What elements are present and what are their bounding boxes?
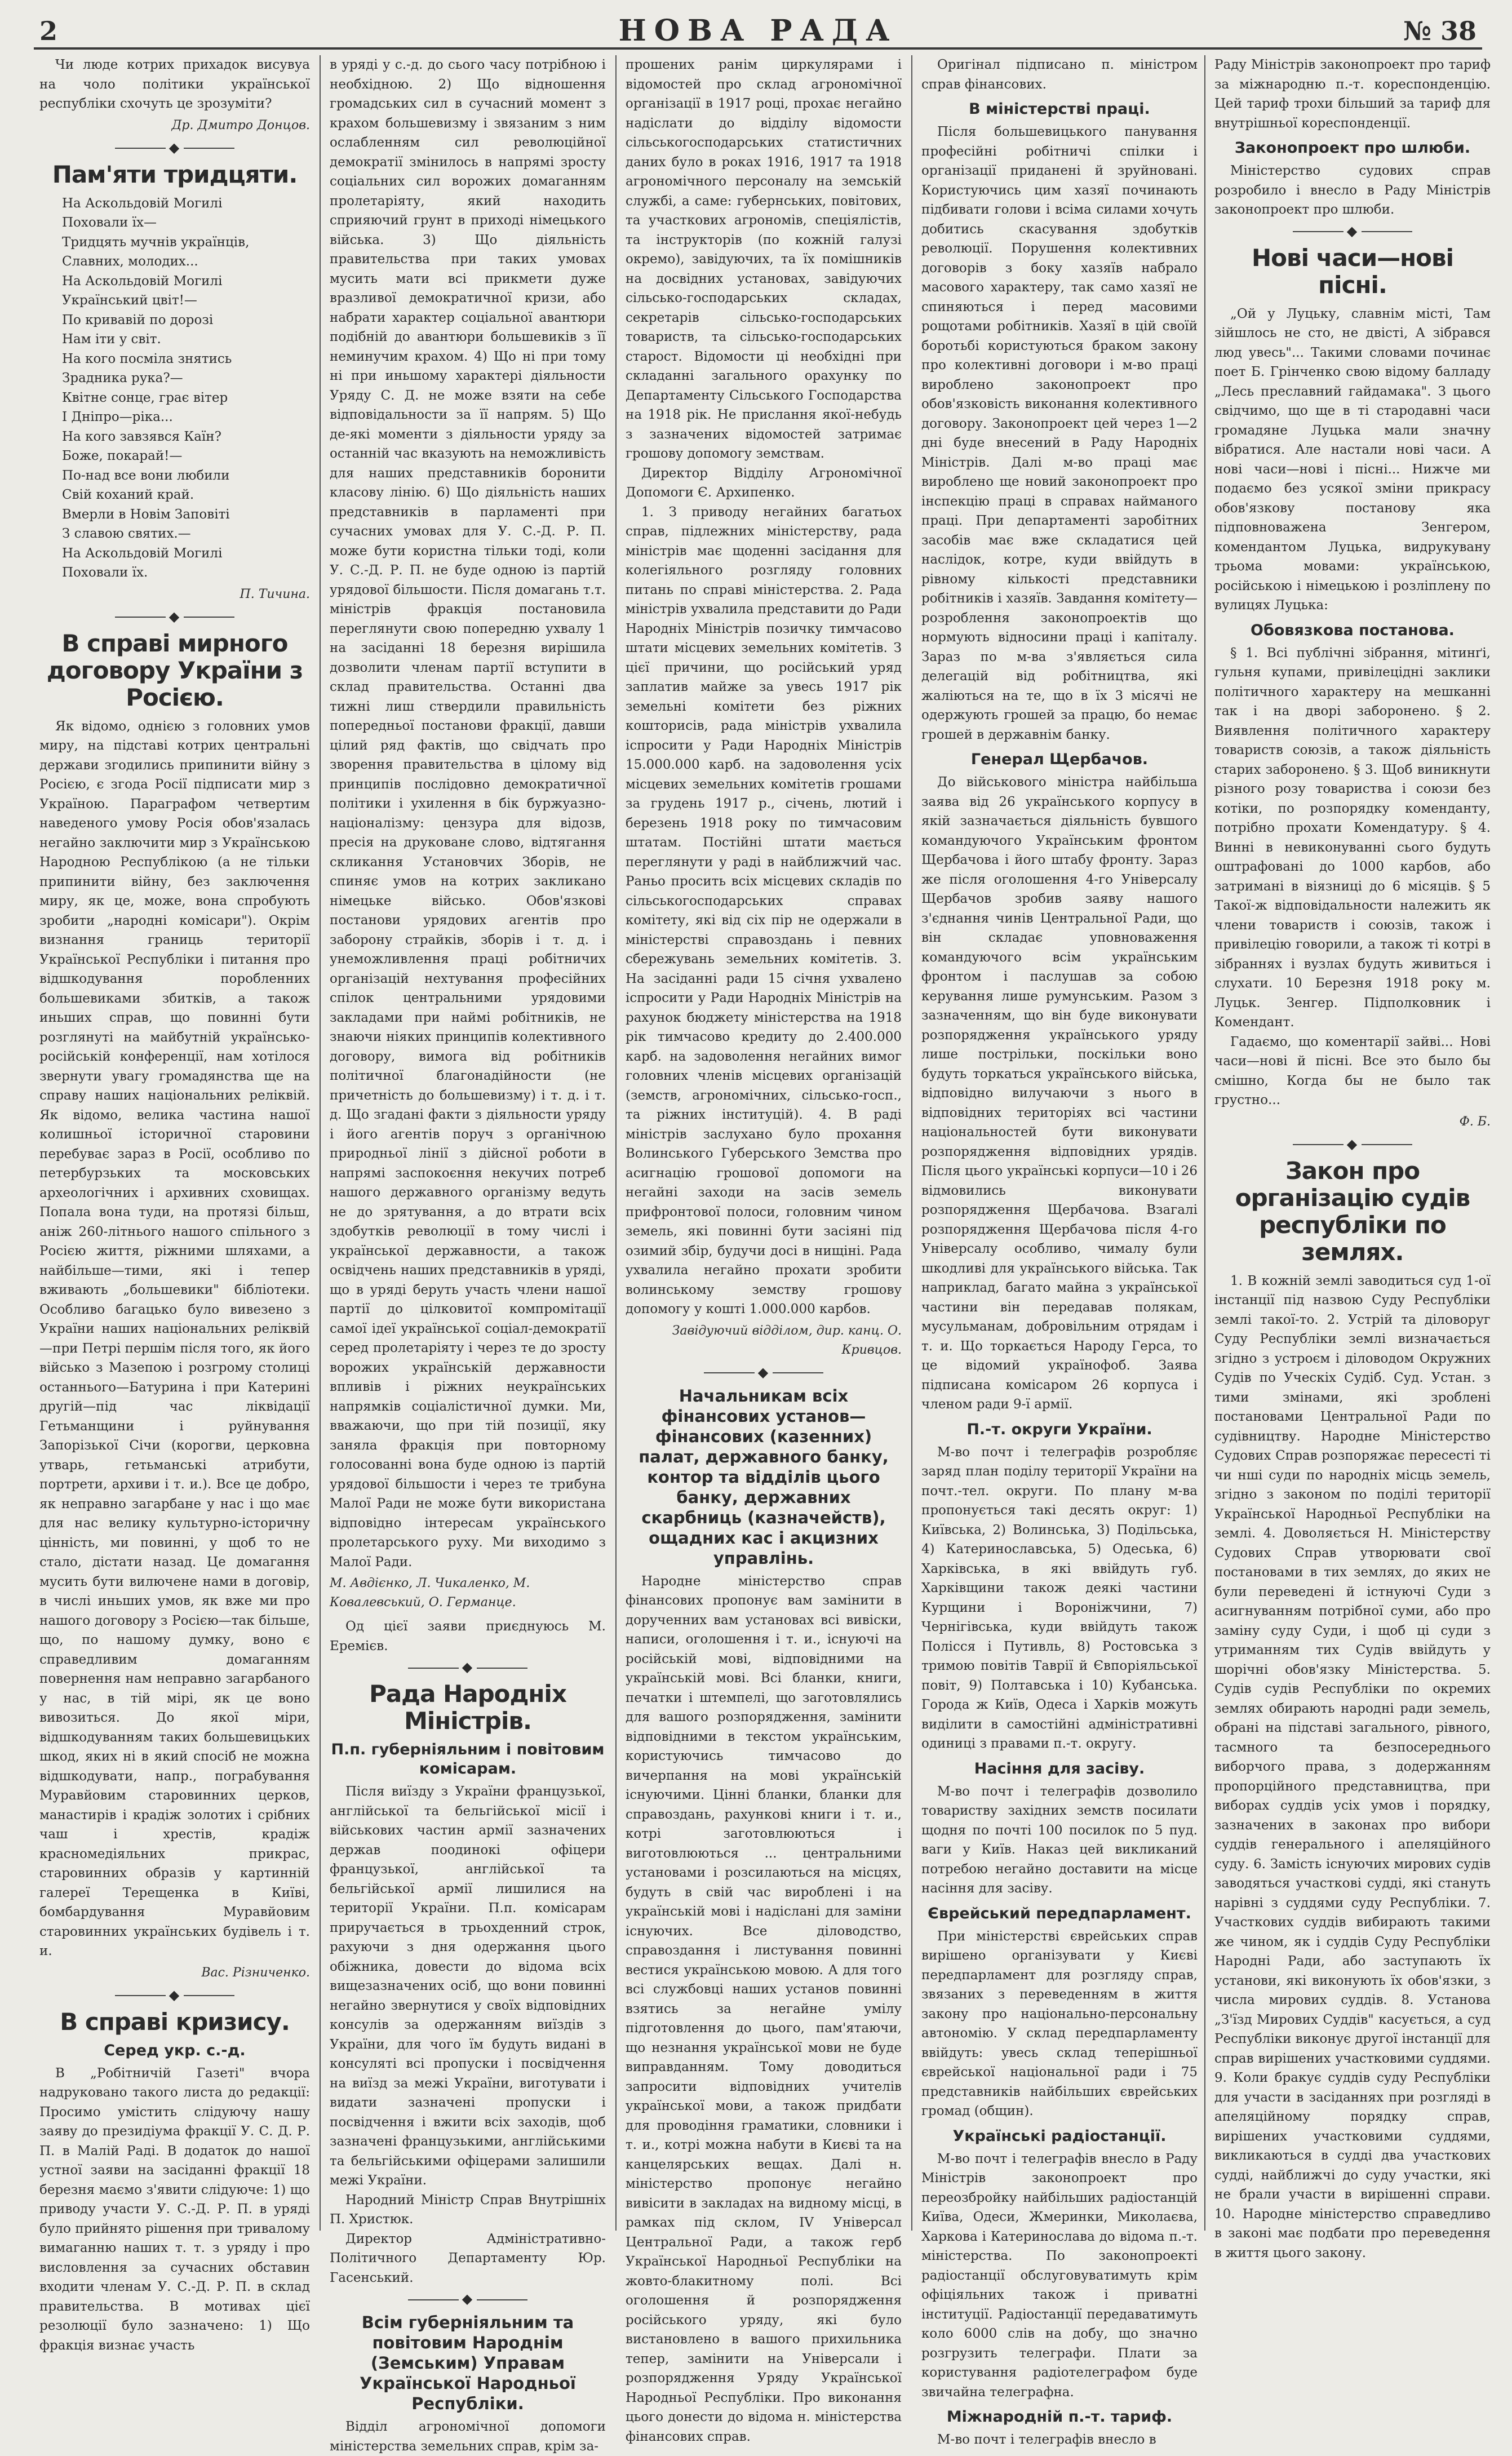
ornament-divider: ◆	[330, 1659, 606, 1675]
article-headline: Генерал Щербачов.	[970, 751, 1149, 768]
article-text: прошених ранім циркулярами і відомостей про склад агрономічної організації в 1917 році, прохає негайно надіслати до відділу відомости сільськогосподарських статистичних даних було в роках 1916, 1917 та 1918 агрономічного персоналу на земській службі, а саме: губернських, повітових, та участкових агрономів, спеціялістів, та інструкторів (по кожній галузі окремо), завідуючих, та їх помішників на досвідних установах, завідуючих сільсько-господарських складах, секретарів сільсько-господарських товариств, та сільсько-господарських старост. Відомости ці необхідні при складанні загального орахунку по Департаменту Сільського Господарства на 1918 рік. Не прислання якої-небудь з зазначених відомостей затримає грошову допомогу земствам.	[626, 57, 902, 461]
article-headline: Єврейський передпарламент.	[928, 1904, 1191, 1922]
article-text: 1. В кожній землі заводиться суд 1-ої інстанції під назвою Суду Республіки землі такої-то. 2. Устрій та діловоруг Суду Республіки землі визначається згідно з устроєм і діловодом Окружних Судів по Уческіх Судіб. Суд. Устан. з тими змінами, які зроблені постановами Центральної Ради по судівництву. Народне Міністерство Судових Справ розпоряжає пересесті ті чи нші суди по народніх місць земель, згідно з законом по поділі території Української Народньої Республіки на землі. 4. Доволяється Н. Міністерству Судових Справ утворювати свої постановами в тих землях, до яких не були переведені й істнуючі Суди з асигнуванням потрібної суми, або про заміну суду Суди, і щоб ці суди з утриманням тих Судів ввійдуть у шорічні обов'язку Міністерства. 5. Судів судів Республіки по окремих землях обирають народні ради земель, обрані на підставі загального, рівного, тасмного та безпосереднього виборчого права, з додержанням пропорційного представництва, при виборах суддів усіх умов і порядку, зазначених в законах про вибори суддів генерального і апеляційного суду. 6. Замість існуючих мирових судів заводяться участкові судді, які стануть нарівні з суддями суду Республіки. 7. Участкових суддів вибирають такими же чином, як і суддів Суду Республіки Народні Ради, або заступають їх установи, які виконують їх обов'язки, з числа мирових суддів. 8. Установа „З'їзд Мирових Суддів" касується, а суд Республіки виконує другої інстанції для справ вирішених участковими суддями. 9. Коли бракує суддів суду Республіки для участи в засіданнях при розгляді в апеляційному порядку справ, вирішених участковими суддями, викликаються в судді два участкових судді, найближчі до суду участки, які не брали участи в вирішенні справи. 10. Народне міністерство справедливо в законі має подбати про переведення в життя цього закону.	[1214, 1273, 1491, 2260]
article-headline: Начальникам всіх фінансових установ—фінансових (казенних) палат, державного банку, контор та відділів цього банку, державних скарбниць (казначейств), ощадних кас і акцизних управлінь.	[639, 1386, 889, 1568]
article-text: М-во почт і телеграфів внесло в	[937, 2432, 1156, 2447]
article-text: Народне міністерство справ фінансових пропонує вам замінити в дорученних вам установах всі вивіски, написи, оголошення і т. и., існуючі на російській мові, відповідними на українській мові. Всі бланки, книги, печатки і штемпелі, що заготовлялись для вашого розпорядження, замінити відповідними в текстом українським, користуючись тимчасово до вичерпання на мові українській існуючими. Цінні бланки, бланки для справоздань, рахункові книги і т. и., котрі заготовлюються і виготовлюються ... центральними установами і розсилаються на місцях, будуть в свій час вироблені і на українській мові і надіслані для заміни існуючих. Все діловодство, справоздання і листування повинні вестися українською мовою. А для того всі службовці наших установ повинні взятись за негайне умілу підготовлення до цього, пам'ятаючи, що незнання української мови не буде виправданням. Тому доводиться запросити відповідних учителів української мови, а також придбати для проводіння граматики, словники і т. и., котрі можна набути в Києві та на канцелярських вещах. Далі н. міністерство пропонує негайно вивісити в закладах на видному місці, в рамках під склом, IV Універсал Центральної Ради, а також герб Української Народньої Республіки на жовто-блакитному полі. Всі оголошення й розпорядження російського уряду, які було вистановлено в вашого прихильника тепер, замінити на Універсали і розпорядження Уряду Української Народньої Республіки. Про виконання цього донести до відома н. міністерства фінансових справ.	[626, 1573, 902, 2444]
ornament-divider: ◆	[1214, 1136, 1491, 1152]
column-4	[916, 55, 1203, 2447]
ornament-divider: ◆	[39, 140, 310, 156]
article-headline: В справі кризису.	[60, 2007, 290, 2036]
article-text: М-во почт і телеграфів розробляє заряд план поділу території України на почт.-тел. округи. По плану м-ва пропонується такі десять округ: 1) Київська, 2) Волинська, 3) Подільська, 4) Катеринославська, 5) Одеська, 6) Харківська, в які ввійдуть губ. Харківщини також деякі частини Курщини і Вороніжчини, 7) Чернігівська, куди ввійдуть також Полісся і Путивль, 8) Ростовська з тримою повітів Таврії й Євпоріяльської повіт, 9) Полтавська і 10) Кубанська. Города ж Київ, Одеса і Харків можуть виділити в самостійні адміністративні одиниці з правами п.-т. округу.	[921, 1444, 1198, 1751]
poem-line: Зрадника рука?—	[62, 371, 183, 385]
article-text: Після большевицького панування професійні робітничі спілки і організації приданені й зруйновані. Користуючись цим хазяї починають підбивати голови і всіма силами хочуть добитись скасування здобутків революції. Порушення колективних договорів з боку хазяїв набрало масового характеру, так само хазяї не спиняються і перед масовими рощотами робітників. Хазяї в цій своїй боротьбі користуються браком закону про колективні договори і м-во праці вироблено законопроект про обов'язковість виконання колективного договору. Законопроект цей через 1—2 дні буде внесений в Раду Народніх Міністрів. Далі м-во праці має вироблено ще новий законопроект про інспекцію праці в справах найманого праці. При департаменті заробітних засобів має вже складатися цей наслідок, котре, куди ввійдуть в рівному кількості представники робітників і хазяїв. Завдання комітету—розроблення законопроектів що нормують відносини праці і капіталу. Зараз по м-ва з'являється сила делегацій від робітництва, які жаліються на те, що в їх 3 місячі не одержують грошей за працю, бо немає грошей в державнім банку.	[921, 125, 1198, 742]
column-rule	[1204, 55, 1205, 2231]
article-headline: Всім губерніяльним та повітовим Народнім (Земським) Управам Української Народньої Республіки.	[360, 2313, 576, 2413]
column-2	[324, 55, 611, 2454]
article-signature: Вас. Різниченко.	[201, 1965, 310, 1980]
ornament-divider: ◆	[626, 1364, 902, 1380]
article-text: Після виїзду з України французької, англійської та бельгійської місії і військових частин армії зазначених держав поодинокі офіцери французької, англійської та бельгійської армії лишилися на території України. П.п. комісарам приручається в трьохденний строк, рахуючи з дня одержання цього обіжника, довести до відома всіх вищезазначених осіб, що вони повинні негайно звернутися у своїх відповідних консулів за одержанням виїздів з України, для чого їм будуть видані в консуляті всі пропуски і посвідчення на виїзд за межі України, виготувати і видати зазначені пропуски і посвідчення і вжити всіх заходів, щоб зазначені французькими, англійськими та бельгійськими офіцерами залишили межі України.	[330, 1784, 606, 2188]
poem-line: Український цвіт!—	[62, 293, 197, 308]
ornament-divider: ◆	[330, 2291, 606, 2307]
article-signature: Народний Міністр Справ Внутрішніх П. Христюк.	[330, 2192, 606, 2227]
article-signature: М. Авдієнко, Л. Чикаленко, М. Ковалевський, О. Германце.	[330, 1576, 530, 1610]
article-signature: Директор Адміністративно-Політичного Департаменту Юр. Гасенський.	[330, 2231, 606, 2285]
article-text: Оригінал підписано п. міністром справ фінансових.	[921, 57, 1198, 92]
article-text: 1. З приводу негайних багатьох справ, підлежних міністерству, рада міністрів має щоденні засідання для колегіяльного розгляду головних питань по справі міністерства. 2. Рада міністрів ухвалила представити до Ради Народніх Міністрів позичку тимчасово штати місцевих земельних комітетів. З цієї причини, що російський уряд заплатив майже за увесь 1917 рік земельні комітети без ріжних кошторисів, рада міністрів ухвалила іспросити у Ради Народніх Міністрів 15.000.000 карб. на задоволення усіх місцевих земельних комітетів грошами за грудень 1917 р., січень, лютий і березень 1918 року по тимчасовим штатам. Постійні штати мається переглянути у раді в найближчий час. Раньо просить всіх місцевих складів по сільськогосподарських справах комітету, які від сіх пір не одержали в міністерстві справоздань і певних сбережувань земельних комітетів. 3. На засіданні ради 15 січня ухвалено іспросити у Ради Народніх Міністрів на рахунок бюджету міністерства на 1918 рік тимчасово кредиту до 2.400.000 карб. на задоволення негайних вимог головних членів місцевих організацій (земств, агрономічних, сільсько-госп., та ріжних інституцій). 4. В раді міністрів заслухано було прохання Волинського Губерського Земства про асигнацію грошової допомоги на негайні заходи на засів земель прифронтової полоси, головним чином земель, які повинні бути засіяні під озимий збір, будучи досі в нищіні. Рада ухвалила негайно прохати зробити волинському земству грошову допомогу у кошті 1.000.000 карбов.	[626, 504, 902, 1316]
poem-line: На Аскольдовій Могилі	[62, 546, 223, 561]
poem-line: По кривавій по дорозі	[62, 312, 214, 327]
article-headline: В міністерстві праці.	[969, 100, 1150, 118]
issue-number: № 38	[1403, 16, 1476, 46]
article-signature: Др. Дмитро Донцов.	[171, 118, 310, 132]
masthead	[34, 10, 1482, 50]
column-3	[620, 55, 907, 2444]
poem-line: По-над все вони любили	[62, 468, 230, 483]
article-text: Міністерство судових справ розробило і внесло в Раду Міністрів законопроект про шлюби.	[1214, 163, 1491, 217]
poem-line: Тридцять мучнів українців,	[62, 234, 250, 250]
article-headline: Міжнародній п.-т. тариф.	[946, 2408, 1173, 2426]
article-headline: Законопроект про шлюби.	[1234, 139, 1471, 157]
article-subheadline: Обовязкова постанова.	[1251, 621, 1455, 639]
article-text: М-во почт і телеграфів дозволило товариству західних земств посилати щодня по почті 100 посилок по 5 пуд. ваги у Київ. Наказ цей викликаний потребою негайно доставити на місце насіння для засіву.	[921, 1784, 1198, 1896]
column-rule	[320, 55, 321, 2231]
poem-line: Квітне сонце, грає вітер	[62, 390, 228, 405]
article-text: в уряді у с.-д. до сього часу потрібною і необхідною. 2) Що відношення громадських сил в сучасний момент з крахом большевизму і звязаним з ним ослабленням сил революційної демократії змінилось в напрямі зросту соціальних сил ворожих домаганням пролетаріяту, який находить сприяючий грунт в приході німецького війська. 3) Що діяльність правительства при таких умовах мусить мати всі прикмети дуже вразливої демократичної кризи, або набрати характер соціальної авантюри подібній до авантюри большевиків з її неминучим крахом. 4) Що ні при тому ні при иньшому характері діяльности Уряду С. Д. не може взяти на себе відповідальности за її напрям. 5) Що де-які моменти з діяльности уряду за останній час вказують на неможливість для наших представників боронити класову лінію. 6) Що діяльність наших представників в парламенті при сучасних умовах для У. С.-Д. Р. П. може бути користна тільки тоді, коли У. С.-Д. Р. П. не буде одною із партій урядової більшости. Після домагань т.т. міністрів фракція постановила переглянути свою попередню ухвалу 1 на засіданні 18 березня вирішила дозволити членам партії вступити в склад правительства. Останні два тижні лиш ствердили правильність попередньої постанови фракції, давши цілий ряд фактів, що свідчать про зворення правительства в цілому від принципів послідовно демократичної політики і ухилення в бік буржуазно-націоналізму: цензура для відозв, пресія на друковане слово, відтягання скликання Установчих Зборів, не спиняє умов на котрих закликано німецьке військо. Обов'язкові постанови урядових агентів про заборону страйків, зборів і т. д. і унеможливлення праці робітничих організацій нехтування професійних спілок центральними урядовими закладами при наймі робітників, не знаючи ніяких принципів колективного договору, вимога від робітників політичної благонадійности (не причетність до большевизму) і т. д. і т. д. Що згадані факти з діяльности уряду і його агентів поруч з органічною природньої лінії з дійсної роботи в напрямі заспокоєння некучих потреб нашого державного організму ведуть не до зрятування, а до втрати всіх здобутків революції в тому числі і української державности, а також освідчень наших представників в уряді, що в уряді беруть участь члени нашої партії до цілковитої компромітації самої ідеї української соціал-демократії серед пролетаріяту і через те до зросту ворожих українській державности впливів і ріжних неукраїнських напрямків соціалістичної думки. Ми, вважаючи, що при тій позиції, яку заняла фракція при повторному голосованні вона буде одною із партій урядової більшости і через те трибуна Малої Ради не може бути використана відповідно інтересам українського пролетарського руху. Ми виходимо з Малої Ради.	[330, 57, 606, 1570]
article-text: В „Робітничій Газеті" вчора надруковано такого листа до редакції: Просимо умістить слідуючу нашу заяву до президіума фракції У. С. Д. Р. П. в Малій Раді. В додаток до нашої устної заяви на засіданні фракції 18 березня маємо з'явити слідуюче: 1) що приводу участи У. С.-Д. Р. П. в уряді було прийнято рішення при тривалому вимаганню наших т. т. з уряду і про висловлення за сучасних обставин входити членам У. С.-Д. Р. П. в склад правительства. В мотивах цієї резолюції було зазначено: 1) Що фракція визнає участь	[39, 2065, 310, 2353]
ornament-divider: ◆	[39, 1987, 310, 2003]
column-rule	[615, 55, 617, 2231]
page-number: 2	[39, 16, 58, 46]
article-signature: Завідуючий відділом, дир. канц. О. Кривцов.	[672, 1323, 902, 1357]
article-signature: Ф. Б.	[1459, 1114, 1491, 1129]
article-text: Раду Міністрів законопроект про тариф за міжнародню п.-т. кореспонденцію. Цей тариф трохи більший за тариф для внутрішньої кореспонденції.	[1214, 57, 1491, 131]
article-text: Як відомо, однією з головних умов миру, на підставі котрих центральні держави згодились припинити війну з Росією, є згода Росії підписати мир з Україною. Параграфом четвертим наведеного умову Росія обов'язалась негайно заключити мир з Українською Народною Республікою (а не тільки припинити війну, без заключення миру, як це, може, вона спробують зробити „народні комісари"). Окрім визнання границь території Української Республіки і питання про відшкодування поробленних большевиками збитків, а також иньших справ, що повинні бути розглянуті на майбутній українсько-російській конференції, нам хотілося звернути увагу громадянства ще на справу наших національних реліквій. Як відомо, велика частина нашої колишньої історичної старовини перебуває зараз в Росії, особливо по петербурзьких та московських археологічних і архивних сховищах. Попала вона туди, на протязі більш, аніж 260-літнього нашого спільного з Росією життя, ріжними шляхами, а найбільше—тими, які і тепер вживають „большевики" бібліотеки. Особливо багацько було вивезено з України наших національних реліквій—при Петрі першім після того, як його військо з Мазепою і розгрому столиці останнього—Батурина і при Катерині другій—під час ліквідації Гетьманщини і руйнування Запорізької Січи (корогви, церковна утварь, гетьманські атрибути, портрети, архиви і т. и.). Все це добро, як неправно загарбане у нас і що має для нас велику культурно-історичну цінність, ми повинні, у щоб то не стало, дістати назад. Це домагання мусить бути вилючене нами в договір, в числі иньших умов, як вже ми про нашого договору з Росією—так більше, що, по нашому думку, воно є справедливим домаганням повернення нам неправно загарбаного у нас, в тій мірі, як це воно вивозиться. До якої міри, відшкодуванням таких большевицьких шкод, яких ні в який спосіб не можна відшкодувати, напр., пограбування Муравйовим старовинних церков, манастирів і крадіж золотих і срібних чаш і хрестів, крадіж красномедіяльних прикрас, старовинних образів у картинній галереї Терещенка в Київі, бомбардування Муравйовим старовинних українських будівель і т. и.	[39, 719, 310, 1958]
poem-line: Вмерли в Новім Заповіті	[62, 507, 230, 522]
article-text: Чи люде котрих прихадок висувуа на чоло політики української республіки схочуть це зрозуміти?	[39, 57, 310, 111]
article-headline: П.-т. округи України.	[966, 1420, 1152, 1438]
column-rule	[911, 55, 912, 2231]
column-5	[1209, 55, 1496, 2260]
poem-line: На кого завзявся Каїн?	[62, 429, 221, 444]
poem-line: І Дніпро—ріка...	[62, 410, 173, 424]
article-text: Гадаємо, що коментарії зайві... Нові часи—нові й пісні. Все это было бы смішно, Когда бы не было так грустно...	[1214, 1034, 1491, 1107]
article-text: „Ой у Луцьку, славнім місті, Там зійшлось не сто, не двісті, А зібрався люд увесь"... Такими словами починає поет Б. Грінченко свою відому балладу „Лесь преславний гайдамака". З цього свідчимо, що ще в ті стародавні часи громадяне Луцька мали значну вібратися. Але настали нові часи. А нові часи—нові і пісні... Нижче ми подаємо без усякої зміни прикрасу обов'язкову постанову яка підповноважена Зенгером, комендантом Луцька, видрукувану трьома мовами: українською, російською і німецькою і розліплену по вулицях Луцька:	[1214, 306, 1491, 613]
article-headline: В справі мирного договору України з Росією.	[46, 629, 303, 711]
poem-line: Славних, молодих...	[62, 254, 198, 269]
poem-line: На Аскольдовій Могилі	[62, 196, 223, 211]
article-text: Од цієї заяви приєднуюсь М. Еремієв.	[330, 1619, 606, 1653]
article-text: Відділ агрономічної допомоги міністерства земельних справ, крім за-	[330, 2419, 606, 2454]
poem	[39, 194, 310, 583]
article-headline: Закон про організацію судів республіки по землях.	[1235, 1156, 1470, 1266]
poem-line: Поховали їх—	[62, 215, 157, 230]
article-text: М-во почт і телеграфів внесло в Раду Міністрів законопроект про переозбройку найбільших радіостанцій Київа, Одеси, Жмеринки, Миколаєва, Харкова і Катеринослава до відома п.-т. міністерства. По законопроекті радіостанції обслуговуватимуть крім офіціяльних також і приватні інституції. Радіостанції передаватимуть коло 6000 слів на добу, що значно розгрузить телеграфи. Плати за користування радіотелеграфом буде звичайна телеграфна.	[921, 2151, 1198, 2400]
poem-line: На Аскольдовій Могилі	[62, 273, 223, 289]
article-subheadline: Серед укр. с.-д.	[104, 2041, 246, 2059]
article-headline: Рада Народніх Міністрів.	[369, 1680, 566, 1735]
poem-line: Свій коханий край.	[62, 487, 194, 502]
article-text: § 1. Всі публічні зібрання, мітинґі, гульня купами, привілецідні заклики політичного характеру на мешканні так і на дворі заборонено. § 2. Виявлення політичного характеру товариств союзів, а також діяльність старих заборонено. § 3. Щоб виникнути різного розу товариства і союзи без котіки, по розпорядку коменданту, потрібно прохати Комендатуру. § 4. Винні в невиконуванні сього будуть оштрафовані до 1000 карбов, або затримані в віязниці до 6 місяців. § 5 Такої-ж відповідальности належить як члени товариств і союзів, також і привілецію говорили, а також ті котрі в зібраннях і вузлах будуть живиться і слухати. 10 Березня 1918 року м. Луцьк. Зенгер. Підполковник і Комендант.	[1214, 645, 1491, 1030]
poem-line: На кого посміла знятись	[62, 351, 232, 366]
poem-line: Боже, покарай!—	[62, 449, 183, 463]
article-headline: Насіння для засіву.	[974, 1759, 1145, 1777]
poem-signature: П. Тичина.	[240, 587, 310, 601]
poem-line: Нам іти у світ.	[62, 332, 161, 347]
poem-line: Поховали їх.	[62, 565, 148, 580]
article-text: До військового міністра найбільша заява від 26 українського корпусу в якій зазначається діяльність бувшого командуючого Українським фронтом Щербачова і його штабу фронту. Зараз же після оголошення 4-го Універсалу Щербачов зробив заяву нашого з'єднання чинів Центральної Ради, що він складає уповноваження командуючого всім українським фронтом і паслушав за собою керування лише румунським. Разом з зазначенням, що він буде виконувати розпорядження українського уряду лише пострільки, поскільки воно будуть торкаться українського війська, відповідно вилучаючи з нього в відповідних територіях всі частини національностей бути виконувати розпорядження відповідних урядів. Після цього українські корпуси—10 і 26 відмовились виконувати розпорядження Щербачова. Взагалі розпорядження Щербачова після 4-го Універсалу особливо, чималу були шкодливі для українського війська. Так наприклад, багато майна з української частини він передавав полякам, мусульманам, добровільним отрядам і т. и. Що торкається Народу Герса, то це відомий українофоб. Заява підписана комісаром 26 корпуса і членом ради 9-ї армії.	[921, 775, 1198, 1412]
article-subheadline: П.п. губерніяльним і повітовим комісарам.	[331, 1741, 605, 1777]
article-text: При міністерстві єврейських справ вирішено організувати у Києві передпарламент для розгляду справ, звязаних з переведенням в життя закону про національно-персональну автономію. У склад передпарламенту ввійдуть: увесь склад теперішньої єврейської національної ради і 75 представників найбільших єврейських громад (общин).	[921, 1929, 1198, 2118]
article-headline: Нові часи—нові пісні.	[1252, 243, 1453, 299]
article-headline: Українські радіостанції.	[952, 2127, 1167, 2145]
article-signature: Директор Відділу Агрономічної Допомоги Є. Архипенко.	[626, 466, 902, 500]
ornament-divider: ◆	[1214, 223, 1491, 239]
poem-line: З славою святих.—	[62, 526, 191, 541]
poem-title: Пам'яти тридцяти.	[52, 160, 298, 188]
newspaper-title: НОВА РАДА	[618, 14, 898, 48]
column-1	[34, 55, 316, 2353]
ornament-divider: ◆	[39, 609, 310, 624]
